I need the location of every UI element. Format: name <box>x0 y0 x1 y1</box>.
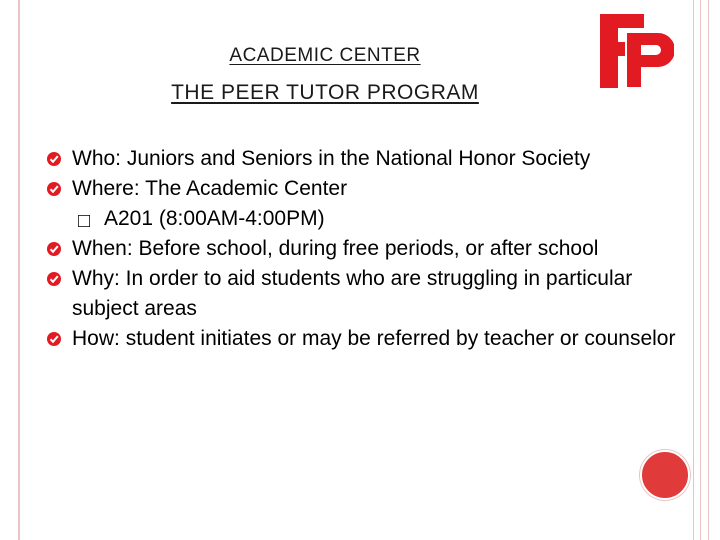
frame-right-line <box>708 0 709 540</box>
circle-check-bullet-icon <box>46 181 62 197</box>
sub-bullet-room <box>46 204 696 234</box>
decorative-red-circle <box>640 450 690 500</box>
bullet-who <box>46 144 702 174</box>
circle-check-bullet-icon <box>46 241 62 257</box>
square-bullet-icon: □ <box>78 210 91 232</box>
title-line-1: ACADEMIC CENTER <box>229 45 421 66</box>
bullet-label: Why: <box>72 267 120 290</box>
circle-check-bullet-icon <box>46 151 62 167</box>
circle-check-bullet-icon <box>46 271 62 287</box>
bullet-text: In order to aid students who are struggling in particular subject areas <box>72 267 633 320</box>
circle-check-bullet-icon <box>46 331 62 347</box>
bullet-when <box>46 234 702 264</box>
bullet-text: The Academic Center <box>139 177 348 200</box>
frame-left-line <box>18 0 20 540</box>
bullet-label: When: <box>72 237 133 260</box>
bullet-label: How: <box>72 327 120 350</box>
sub-bullet-text: A201 (8:00AM-4:00PM) <box>104 207 325 230</box>
bullet-why <box>46 264 702 324</box>
bullet-label: Where: <box>72 177 140 200</box>
bullet-text: student initiates or may be referred by teacher or counselor <box>119 327 676 350</box>
bullet-where <box>46 174 702 204</box>
bullet-how <box>46 324 702 354</box>
bullet-list <box>46 144 696 354</box>
slide-title <box>100 38 550 113</box>
fp-logo-icon <box>598 12 674 90</box>
bullet-label: Who: <box>72 147 122 170</box>
bullet-text: Before school, during free periods, or after school <box>132 237 599 260</box>
title-line-2: THE PEER TUTOR PROGRAM <box>171 81 479 104</box>
bullet-text: Juniors and Seniors in the National Honor Society <box>121 147 591 170</box>
